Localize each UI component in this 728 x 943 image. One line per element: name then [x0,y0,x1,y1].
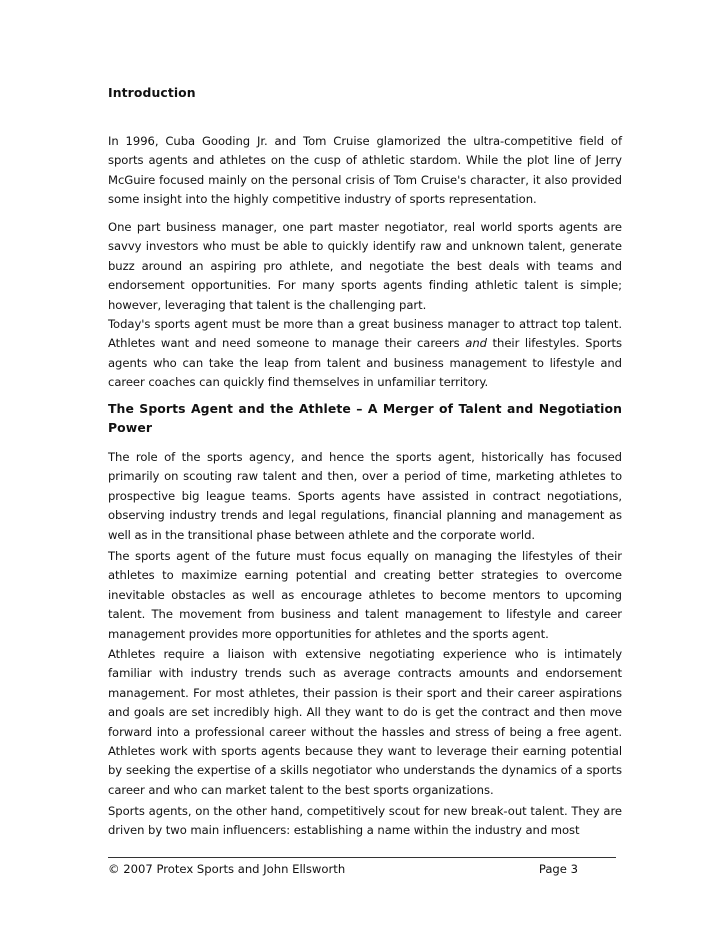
paragraph-6: Athletes require a liaison with extensive negotiating experience who is intimately familiar with industry trends such as average contracts amounts and endorsement management. For most athletes, their passion is their sport and their career aspirations and goals are set incredibly high. All they want to do is get the contract and then move forward into a professional career without the hassles and stress of being a free agent. Athletes work with sports agents because they want to leverage their earning potential by seeking the expertise of a skills negotiator who understands the dynamics of a sports career and who can market talent to the best sports organizations. [108,647,622,797]
footer-divider [108,857,616,858]
page-footer [108,861,578,877]
paragraph-3-emphasis: and [465,336,487,351]
paragraph-3-text-a: Today's sports agent must be more than a great business manager to attract top talent. Athletes want and need someone to manage their careers [108,317,622,351]
paragraph-1: In 1996, Cuba Gooding Jr. and Tom Cruise glamorized the ultra-competitive field of sports agents and athletes on the cusp of athletic stardom. While the plot line of Jerry McGuire focused mainly on the personal crisis of Tom Cruise's character, it also provided some insight into the highly competitive industry of sports representation. [108,134,622,207]
paragraph-7: Sports agents, on the other hand, competitively scout for new break-out talent. They are driven by two main influencers: establishing a name within the industry and most [108,804,622,838]
heading-introduction: Introduction [108,85,196,100]
document-page [108,0,622,943]
footer-page-number: Page 3 [538,862,578,876]
heading-sports-agent-athlete: The Sports Agent and the Athlete – A Merger of Talent and Negotiation Power [108,401,622,435]
paragraph-4: The role of the sports agency, and hence the sports agent, historically has focused primarily on scouting raw talent and then, over a period of time, marketing athletes to prospective big league teams. Sports agents have assisted in contract negotiations, observing industry trends and legal regulations, financial planning and management as well as in the transitional phase between athlete and the corporate world. [108,450,622,542]
paragraph-3 [108,315,622,393]
paragraph-3-text-b: their lifestyles. Sports agents who can take the leap from talent and business management to lifestyle and career coaches can quickly find themselves in unfamiliar territory. [108,336,623,390]
paragraph-5: The sports agent of the future must focus equally on managing the lifestyles of their athletes to maximize earning potential and creating better strategies to overcome inevitable obstacles as well as encourage athletes to become mentors to upcoming talent. The movement from business and talent management to lifestyle and career management provides more opportunities for athletes and the sports agent. [108,549,622,641]
paragraph-2: One part business manager, one part master negotiator, real world sports agents are savvy investors who must be able to quickly identify raw and unknown talent, generate buzz around an aspiring pro athlete, and negotiate the best deals with teams and endorsement opportunities. For many sports agents finding athletic talent is simple; however, leveraging that talent is the challenging part. [108,220,622,312]
footer-copyright: © 2007 Protex Sports and John Ellsworth [108,862,346,876]
